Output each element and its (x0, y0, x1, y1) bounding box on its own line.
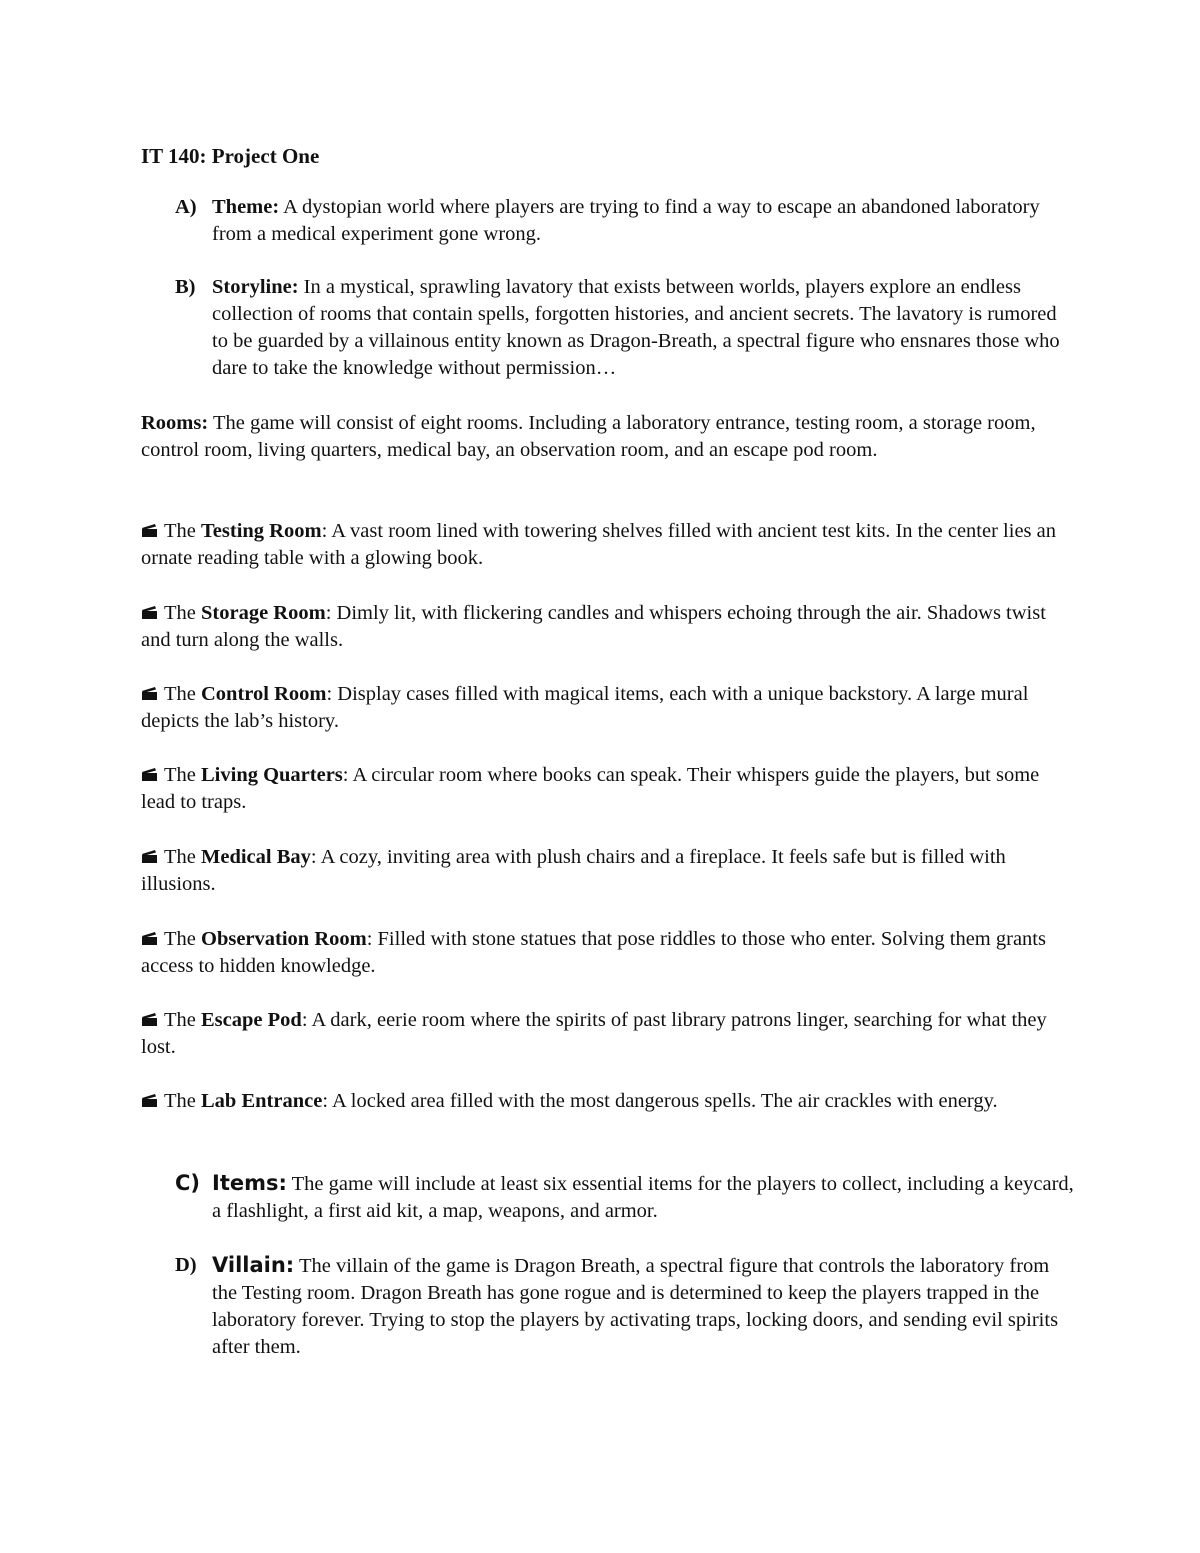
rooms-intro (141, 410, 1071, 464)
storyline-item (175, 274, 1075, 382)
clapperboard-icon (141, 1012, 158, 1027)
items-label: Items: (212, 1171, 287, 1195)
room-name: Observation Room (201, 928, 367, 950)
clapperboard-icon (141, 767, 158, 782)
room-entry (141, 1007, 1071, 1061)
items-text-block (212, 1170, 1075, 1225)
room-entry (141, 844, 1071, 898)
room-entry (141, 1088, 1071, 1115)
room-prefix: The (164, 520, 201, 542)
room-prefix: The (164, 1009, 201, 1031)
room-name: Testing Room (201, 520, 322, 542)
clapperboard-icon (141, 686, 158, 701)
room-prefix: The (164, 764, 201, 786)
clapperboard-icon (141, 1093, 158, 1108)
room-prefix: The (164, 602, 201, 624)
room-desc: : A cozy, inviting area with plush chairs and a fireplace. It feels safe but is filled with illusions. (141, 846, 1006, 895)
villain-label: Villain: (212, 1253, 295, 1277)
villain-text-block (212, 1252, 1075, 1361)
clapperboard-icon (141, 605, 158, 620)
room-name: Lab Entrance (201, 1090, 323, 1112)
theme-text-block (212, 194, 1075, 248)
clapperboard-icon (141, 931, 158, 946)
room-name: Medical Bay (201, 846, 311, 868)
storyline-text-block (212, 274, 1075, 382)
room-entry (141, 762, 1071, 816)
theme-label: Theme: (212, 196, 280, 218)
clapperboard-icon (141, 849, 158, 864)
clapperboard-icon (141, 523, 158, 538)
villain-text: The villain of the game is Dragon Breath, a spectral figure that controls the laboratory from the Testing room. Dragon Breath has gone rogue and is determined to keep the players trapped in the laboratory forever. Trying to stop the players by activating traps, locking doors, and sending evil spirits after them. (212, 1255, 1059, 1358)
room-entry (141, 600, 1071, 654)
items-marker: C) (175, 1171, 201, 1195)
theme-marker: A) (175, 196, 197, 218)
room-desc: : Dimly lit, with flickering candles and whispers echoing through the air. Shadows twist and turn along the walls. (141, 602, 1046, 651)
room-prefix: The (164, 1090, 201, 1112)
rooms-intro-text: The game will consist of eight rooms. Including a laboratory entrance, testing room, a storage room, control room, living quarters, medical bay, an observation room, and an escape pod room. (141, 412, 1036, 461)
room-desc: : A locked area filled with the most dangerous spells. The air crackles with energy. (322, 1090, 998, 1112)
theme-text: A dystopian world where players are trying to find a way to escape an abandoned laboratory from a medical experiment gone wrong. (212, 196, 1040, 245)
room-entry (141, 681, 1071, 735)
room-desc: : A vast room lined with towering shelves filled with ancient test kits. In the center lies an ornate reading table with a glowing book. (141, 520, 1056, 569)
room-entry (141, 518, 1071, 572)
room-desc: : A dark, eerie room where the spirits of past library patrons linger, searching for what they lost. (141, 1009, 1047, 1058)
room-name: Storage Room (201, 602, 326, 624)
rooms-label: Rooms: (141, 412, 209, 434)
room-desc: : A circular room where books can speak. Their whispers guide the players, but some lead to traps. (141, 764, 1040, 813)
room-name: Escape Pod (201, 1009, 302, 1031)
room-name: Control Room (201, 683, 327, 705)
room-desc: : Filled with stone statues that pose riddles to those who enter. Solving them grants access to hidden knowledge. (141, 928, 1046, 977)
villain-marker: D) (175, 1254, 197, 1276)
room-prefix: The (164, 683, 201, 705)
room-prefix: The (164, 928, 201, 950)
storyline-marker: B) (175, 276, 196, 298)
items-item (175, 1170, 1075, 1225)
villain-item (175, 1252, 1075, 1361)
room-name: Living Quarters (201, 764, 343, 786)
room-entry (141, 926, 1071, 980)
storyline-label: Storyline: (212, 276, 299, 298)
theme-item (175, 194, 1075, 248)
room-desc: : Display cases filled with magical items, each with a unique backstory. A large mural depicts the lab’s history. (141, 683, 1029, 732)
items-text: The game will include at least six essential items for the players to collect, including a keycard, a flashlight, a first aid kit, a map, weapons, and armor. (212, 1173, 1074, 1222)
room-prefix: The (164, 846, 201, 868)
storyline-text: In a mystical, sprawling lavatory that exists between worlds, players explore an endless collection of rooms that contain spells, forgotten histories, and ancient secrets. The lavatory is rumored to be guarded by a villainous entity known as Dragon-Breath, a spectral figure who ensnares those who dare to take the knowledge without permission… (212, 276, 1060, 379)
document-title: IT 140: Project One (141, 144, 320, 168)
